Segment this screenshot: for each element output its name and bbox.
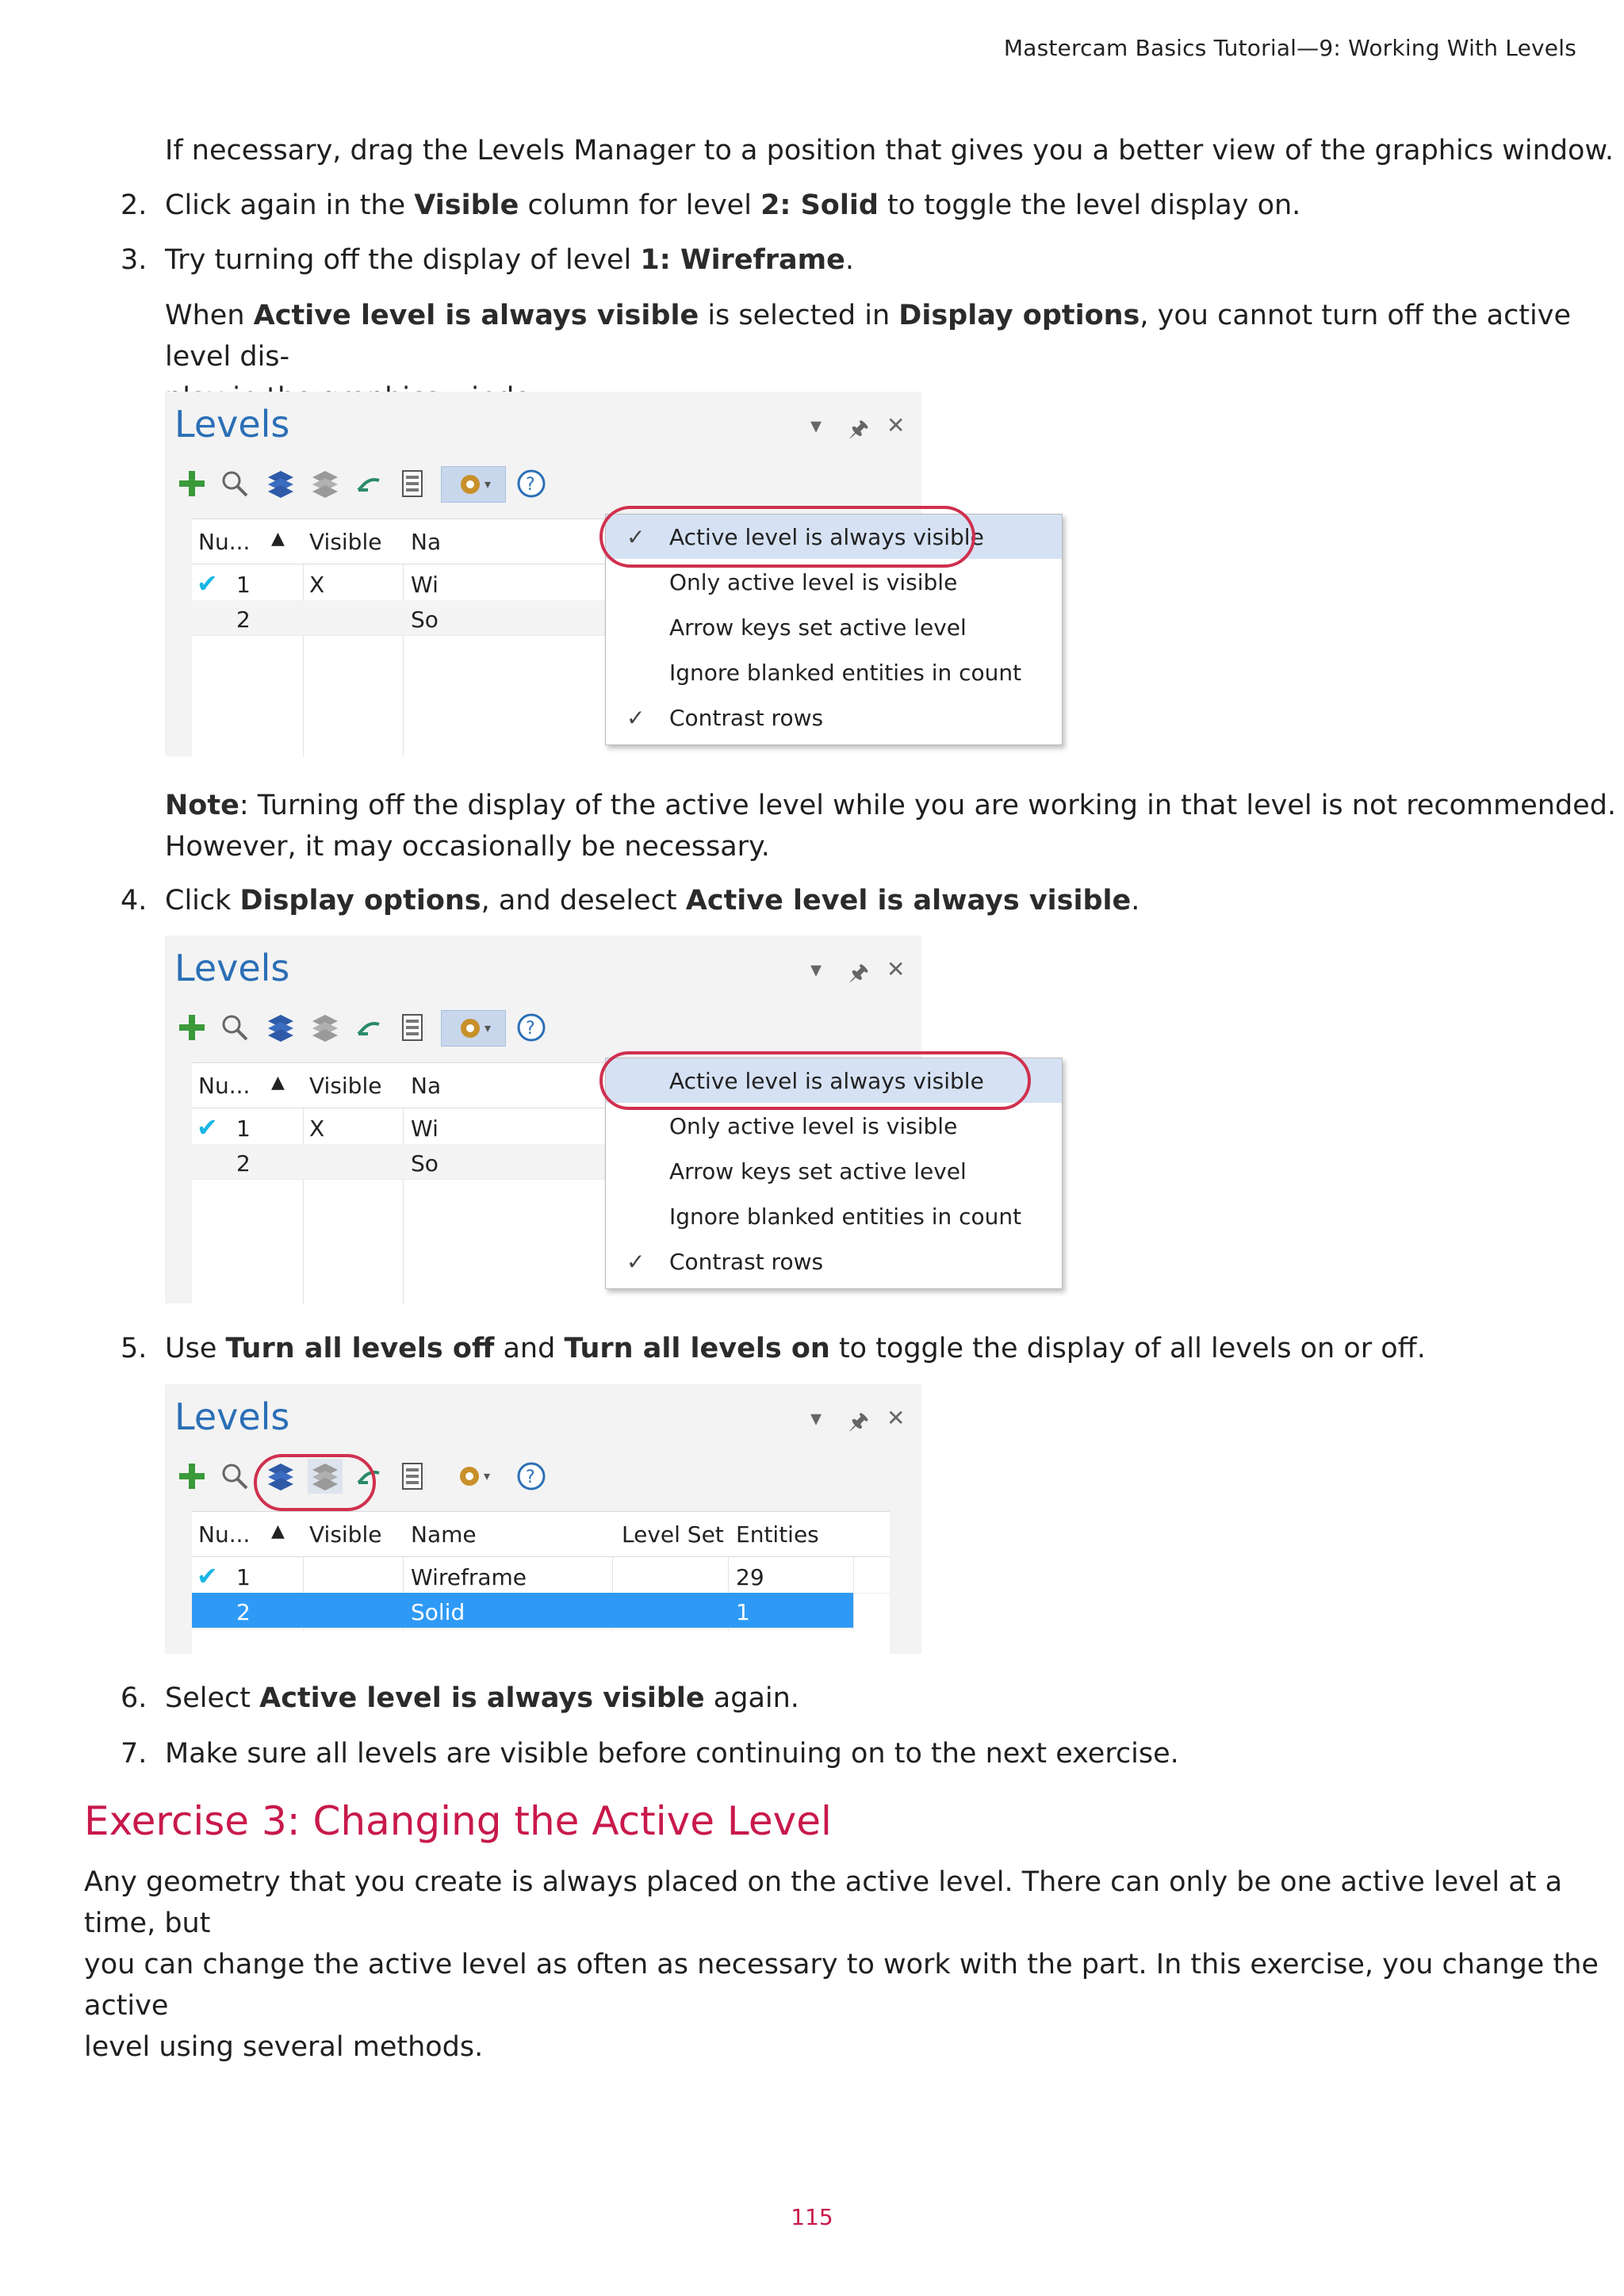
- col-name[interactable]: Name: [411, 1521, 477, 1548]
- close-icon[interactable]: ✕: [887, 413, 906, 438]
- menu-item-active-level-always-visible[interactable]: Active level is always visible: [606, 1058, 1062, 1103]
- running-header: Mastercam Basics Tutorial—9: Working With Levels: [1003, 35, 1576, 61]
- callout-oval: [599, 1051, 1031, 1110]
- menu-item-contrast-rows[interactable]: ✓ Contrast rows: [626, 1249, 824, 1275]
- step-3-text: Try turning off the display of level 1: Wireframe.: [165, 244, 855, 276]
- pin-icon[interactable]: 🖈: [848, 960, 869, 985]
- col-number[interactable]: Nu...: [198, 1521, 251, 1548]
- turn-all-levels-on-icon[interactable]: [263, 1010, 298, 1045]
- step-6-number: 6.: [121, 1682, 147, 1714]
- help-icon[interactable]: [514, 466, 549, 501]
- turn-all-levels-off-icon[interactable]: [308, 1010, 343, 1045]
- add-level-icon[interactable]: [174, 1010, 209, 1045]
- search-icon[interactable]: [217, 466, 252, 501]
- undo-icon[interactable]: [350, 466, 385, 501]
- properties-icon[interactable]: [395, 1010, 430, 1045]
- callout-oval: [599, 506, 975, 568]
- sort-ascending-icon: ▲: [271, 529, 285, 549]
- display-options-gear-icon[interactable]: ▾: [441, 1459, 504, 1494]
- step-6-text: Select Active level is always visible again.: [165, 1682, 799, 1714]
- search-icon[interactable]: [217, 1010, 252, 1045]
- col-entities[interactable]: Entities: [736, 1521, 819, 1548]
- panel-title: Levels: [174, 947, 290, 989]
- menu-item-only-active-level-visible[interactable]: Only active level is visible: [669, 1113, 958, 1139]
- intro-paragraph: If necessary, drag the Levels Manager to a position that gives you a better view of the graphics window.: [165, 135, 1614, 166]
- step-5-number: 5.: [121, 1333, 147, 1364]
- step-4-number: 4.: [121, 885, 147, 916]
- turn-all-levels-on-icon[interactable]: [263, 466, 298, 501]
- grid-header: [192, 1512, 890, 1557]
- levels-panel-screenshot-1: [165, 392, 1022, 756]
- table-row[interactable]: ✔ 1 X Wi: [192, 1109, 921, 1145]
- sort-ascending-icon: ▲: [271, 1521, 285, 1541]
- properties-icon[interactable]: [395, 466, 430, 501]
- close-icon[interactable]: ✕: [887, 1406, 906, 1430]
- svg-text:?: ?: [526, 1468, 535, 1487]
- panel-dropdown-icon[interactable]: ▾: [810, 1406, 822, 1430]
- sort-ascending-icon: ▲: [271, 1073, 285, 1093]
- col-visible[interactable]: Visible: [309, 1073, 382, 1099]
- step-4-text: Click Display options, and deselect Active level is always visible.: [165, 885, 1140, 916]
- step-5-text: Use Turn all levels off and Turn all levels on to toggle the display of all levels on or off.: [165, 1333, 1426, 1364]
- step-3-number: 3.: [121, 244, 147, 276]
- help-icon[interactable]: [514, 1010, 549, 1045]
- levels-panel-screenshot-3: [165, 1384, 921, 1654]
- pin-icon[interactable]: 🖈: [848, 416, 869, 441]
- table-row[interactable]: 2 So: [192, 1144, 921, 1180]
- col-number[interactable]: Nu...: [198, 1073, 251, 1099]
- svg-text:?: ?: [526, 475, 535, 495]
- close-icon[interactable]: ✕: [887, 957, 906, 982]
- levels-toolbar: [165, 461, 921, 509]
- step-7-number: 7.: [121, 1738, 147, 1770]
- properties-icon[interactable]: [395, 1459, 430, 1494]
- step-7-text: Make sure all levels are visible before continuing on to the next exercise.: [165, 1738, 1179, 1770]
- levels-grid: [192, 1511, 890, 1655]
- display-options-gear-icon[interactable]: ▾: [441, 1010, 506, 1047]
- menu-item-contrast-rows[interactable]: ✓ Contrast rows: [626, 705, 824, 731]
- col-name[interactable]: Na: [411, 529, 442, 555]
- menu-item-arrow-keys-set-active[interactable]: Arrow keys set active level: [669, 614, 967, 641]
- table-row[interactable]: 2 So: [192, 600, 921, 636]
- add-level-icon[interactable]: [174, 1459, 209, 1494]
- panel-dropdown-icon[interactable]: ▾: [810, 413, 822, 438]
- menu-item-ignore-blanked[interactable]: Ignore blanked entities in count: [669, 1203, 1022, 1230]
- col-level-set[interactable]: Level Set: [622, 1521, 724, 1548]
- undo-icon[interactable]: [350, 1010, 385, 1045]
- active-level-check-icon: ✔: [197, 568, 218, 599]
- col-number[interactable]: Nu...: [198, 529, 251, 555]
- menu-item-only-active-level-visible[interactable]: Only active level is visible: [669, 569, 958, 595]
- panel-dropdown-icon[interactable]: ▾: [810, 957, 822, 982]
- search-icon[interactable]: [217, 1459, 252, 1494]
- menu-item-ignore-blanked[interactable]: Ignore blanked entities in count: [669, 660, 1022, 686]
- table-row-selected[interactable]: 2 Solid 1: [192, 1593, 853, 1628]
- section-heading: Exercise 3: Changing the Active Level: [84, 1798, 832, 1844]
- col-name[interactable]: Na: [411, 1073, 442, 1099]
- callout-oval: [254, 1454, 376, 1511]
- turn-all-levels-off-icon[interactable]: [308, 466, 343, 501]
- step-3-explanation: When Active level is always visible is selected in Display options, you cannot turn off the active level dis-: [165, 300, 1571, 373]
- panel-title: Levels: [174, 1395, 290, 1438]
- help-icon[interactable]: [514, 1459, 549, 1494]
- table-row[interactable]: ✔ 1 Wireframe 29: [192, 1558, 890, 1594]
- display-options-gear-icon[interactable]: ▾: [441, 466, 506, 503]
- add-level-icon[interactable]: [174, 466, 209, 501]
- active-level-check-icon: ✔: [197, 1112, 218, 1142]
- page-number: 115: [791, 2204, 833, 2230]
- col-visible[interactable]: Visible: [309, 529, 382, 555]
- menu-item-arrow-keys-set-active[interactable]: Arrow keys set active level: [669, 1158, 967, 1184]
- col-visible[interactable]: Visible: [309, 1521, 382, 1548]
- svg-text:?: ?: [526, 1019, 535, 1039]
- levels-panel-screenshot-2: [165, 936, 1022, 1303]
- table-row[interactable]: ✔ 1 X Wi: [192, 565, 921, 601]
- active-level-check-icon: ✔: [197, 1561, 218, 1591]
- menu-item-active-level-always-visible[interactable]: ✓ Active level is always visible: [606, 515, 1062, 559]
- exercise-paragraph: Any geometry that you create is always placed on the active level. There can only be one active level at a time, but you can change the active level as often as necessary to work with the part. In this exercise, you change the active level using several methods.: [84, 1866, 1599, 2063]
- levels-toolbar: [165, 1005, 921, 1053]
- note-paragraph: Note: Turning off the display of the active level while you are working in that level is not recommended. However, it may occasionally be necessary.: [165, 790, 1617, 863]
- step-2-text: Click again in the Visible column for level 2: Solid to toggle the level display on.: [165, 189, 1301, 221]
- step-2-number: 2.: [121, 189, 147, 221]
- pin-icon[interactable]: 🖈: [848, 1409, 869, 1433]
- panel-title: Levels: [174, 403, 290, 446]
